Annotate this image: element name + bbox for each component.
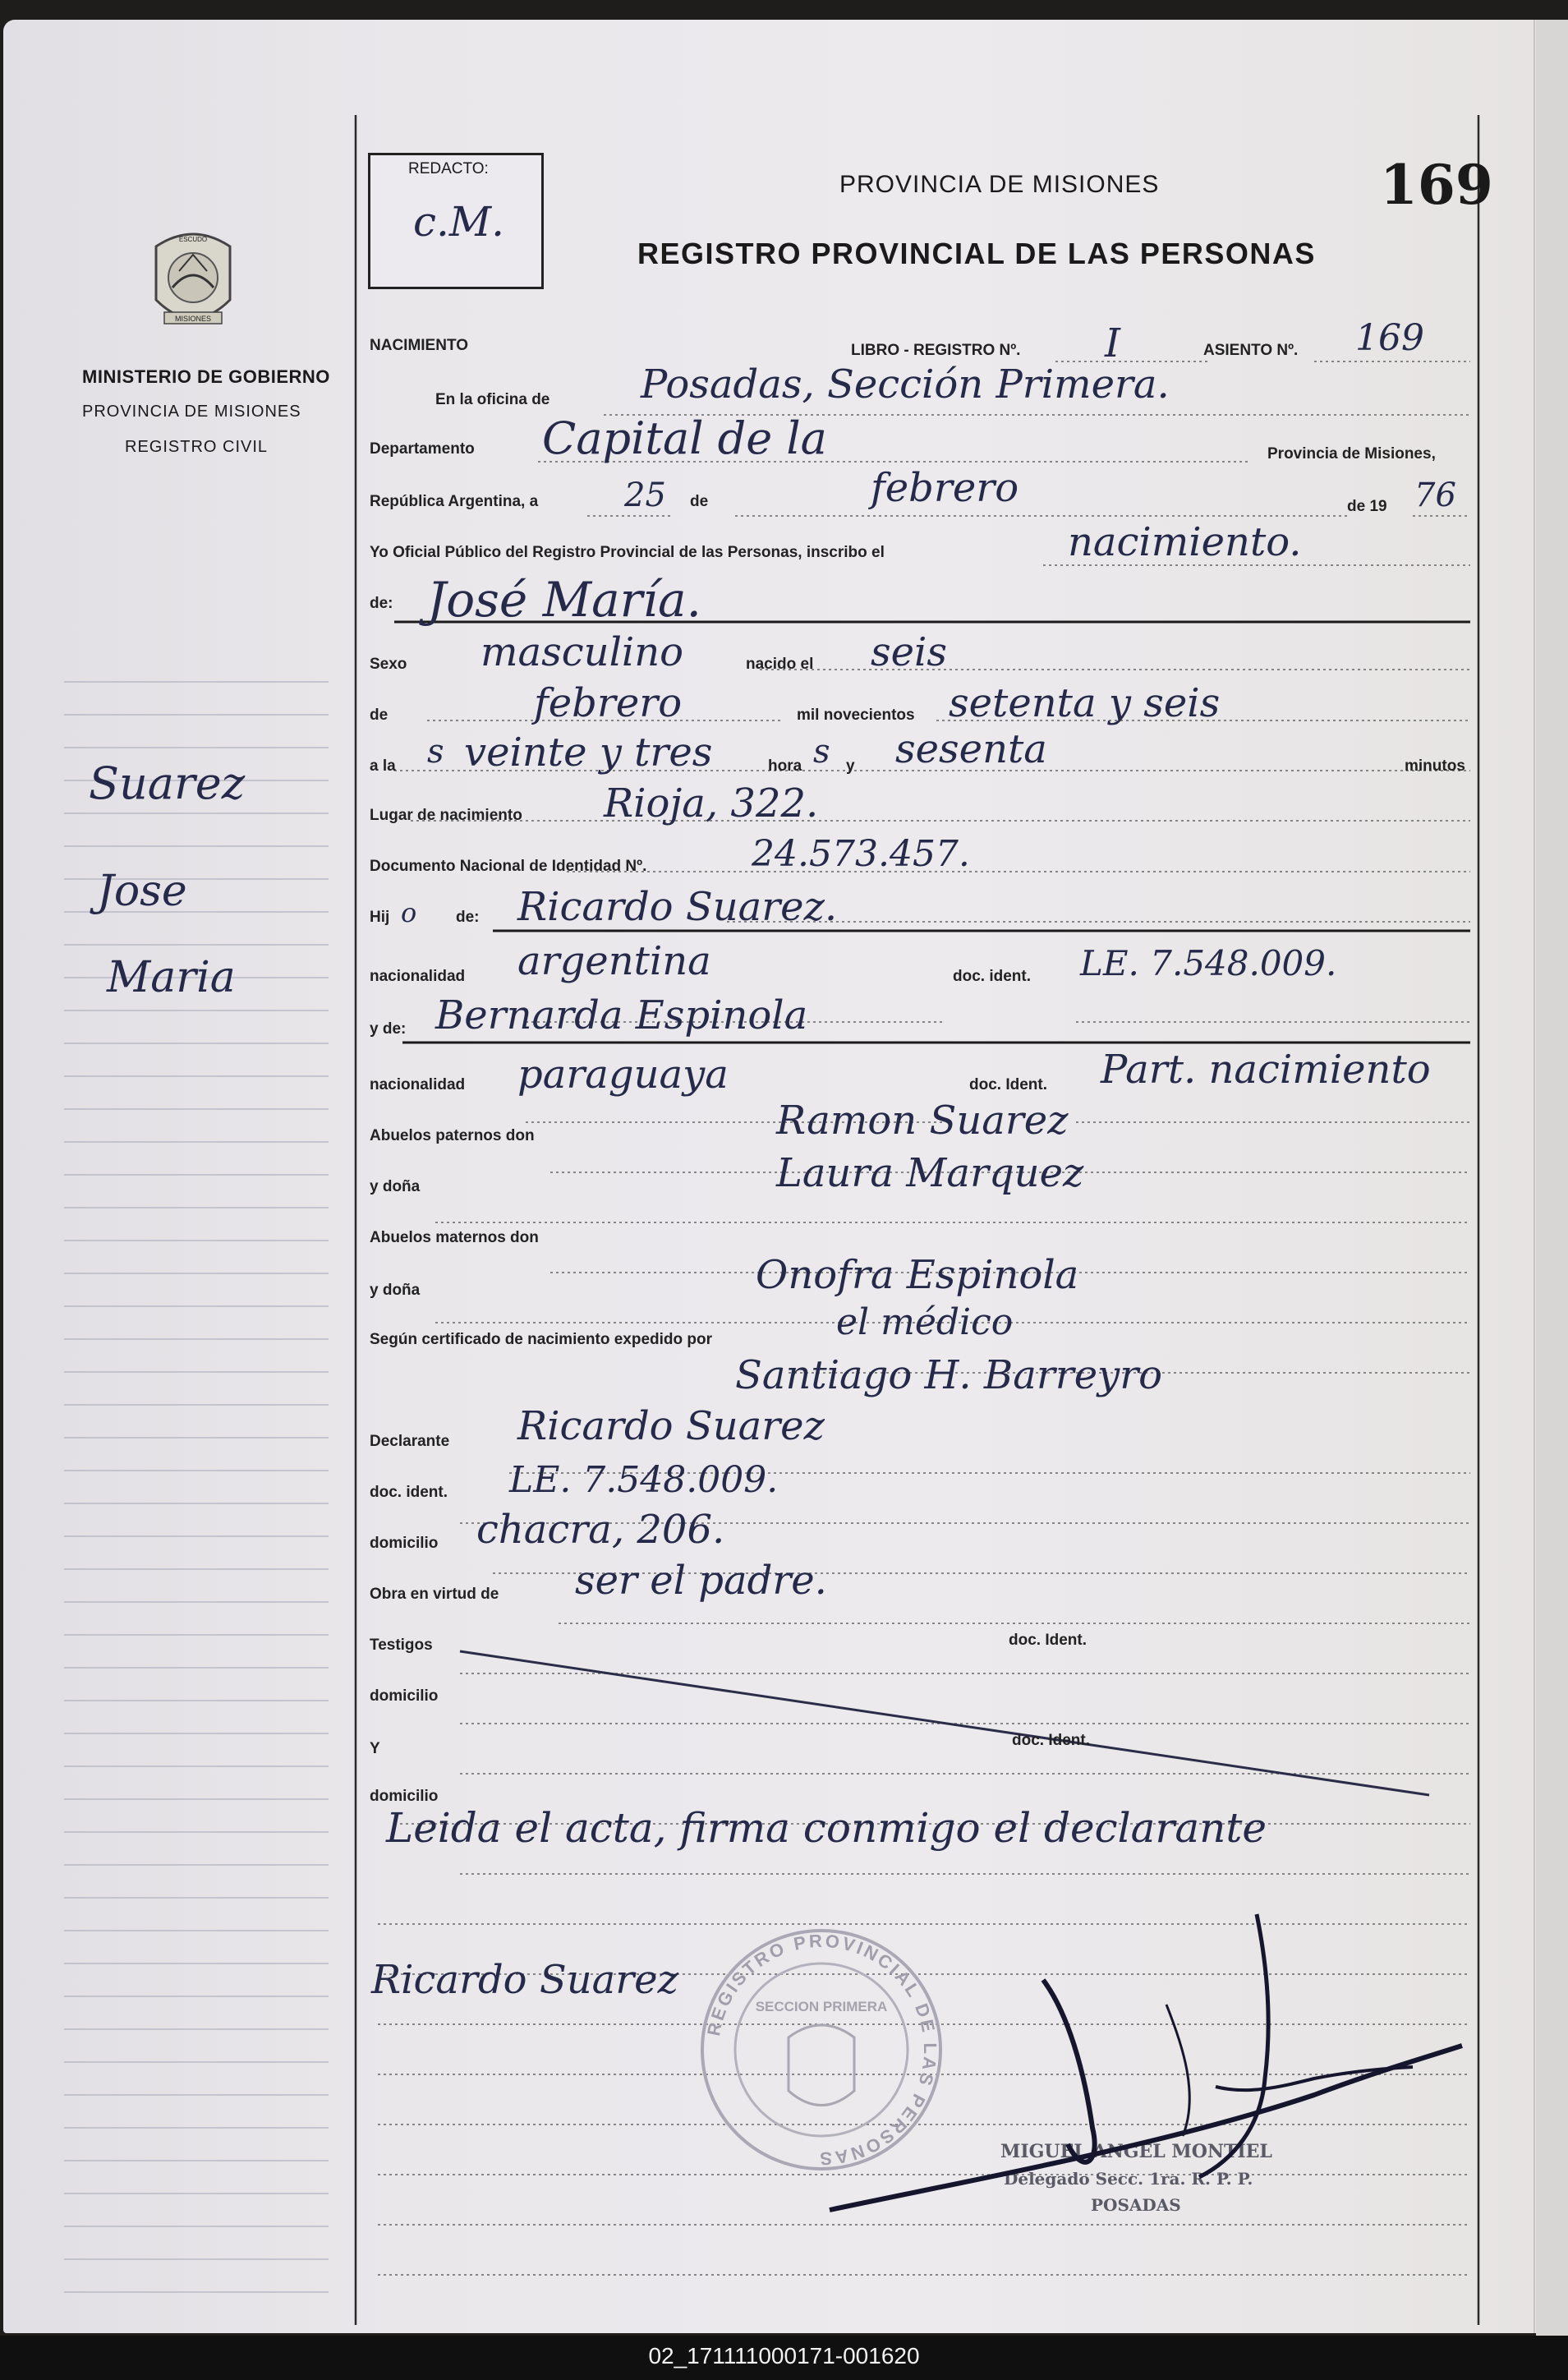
value-nacido-anio: setenta y seis: [949, 680, 1221, 726]
value-declarante-doc: LE. 7.548.009.: [509, 1459, 779, 1501]
value-declarante: Ricardo Suarez: [517, 1403, 825, 1449]
value-medico: Santiago H. Barreyro: [735, 1352, 1163, 1398]
label-provincia-misiones: Provincia de Misiones,: [1267, 445, 1436, 463]
stamp-ring-text: REGISTRO PROVINCIAL DE LAS PERSONAS: [703, 1930, 941, 2170]
value-padre-nacionalidad: argentina: [517, 938, 711, 984]
declarant-signature: Ricardo Suarez: [371, 1957, 678, 2003]
margin-surname: Suarez: [89, 757, 246, 809]
value-domicilio: chacra, 206.: [476, 1507, 725, 1553]
redacto-box: [368, 153, 544, 289]
label-documento: Documento Nacional de Identidad Nº.: [370, 858, 647, 875]
label-oficial: Yo Oficial Público del Registro Provincial de las Personas, inscribo el: [370, 544, 885, 561]
label-libro: LIBRO - REGISTRO Nº.: [851, 342, 1021, 359]
label-certificado: Según certificado de nacimiento expedido por: [370, 1331, 713, 1348]
value-hora-prefijo: s: [427, 733, 444, 771]
value-dia: 25: [624, 476, 666, 514]
value-madre-doc: Part. nacimiento: [1101, 1047, 1431, 1093]
label-minutos: minutos: [1405, 757, 1465, 775]
province-header: PROVINCIA DE MISIONES: [839, 171, 1160, 198]
label-nacido-el: nacido el: [746, 656, 814, 673]
value-abuelo-paterno: Ramon Suarez: [776, 1098, 1069, 1144]
official-signature-icon: [739, 1881, 1495, 2226]
crest-bottom-text: MISIONES: [174, 315, 212, 323]
value-minutos: sesenta: [895, 726, 1047, 772]
label-nacionalidad-padre: nacionalidad: [370, 968, 466, 985]
label-nacionalidad-madre: nacionalidad: [370, 1076, 466, 1093]
coat-of-arms-icon: [140, 222, 246, 345]
label-a-la: a la: [370, 757, 396, 775]
label-asiento: ASIENTO Nº.: [1203, 342, 1299, 359]
label-doc-testigo: doc. Ident.: [1009, 1632, 1087, 1649]
value-lectura: Leida el acta, firma conmigo el declarante: [386, 1804, 1267, 1852]
value-certificado-por: el médico: [836, 1301, 1014, 1343]
label-doc-padre: doc. ident.: [953, 968, 1031, 985]
label-obra: Obra en virtud de: [370, 1586, 499, 1603]
value-padre: Ricardo Suarez.: [517, 884, 838, 930]
value-padre-doc: LE. 7.548.009.: [1080, 943, 1337, 983]
value-asiento: 169: [1355, 317, 1424, 359]
value-nacido-dia: seis: [871, 629, 948, 675]
label-hij: Hij: [370, 909, 390, 926]
label-y-testigo: Y: [370, 1740, 380, 1757]
sidebar-civil-registry: REGISTRO CIVIL: [125, 438, 269, 456]
value-anio: 76: [1414, 476, 1456, 514]
label-de-anio: de 19: [1347, 498, 1387, 515]
value-mes: febrero: [871, 465, 1019, 511]
value-abuela-paterna: Laura Marquez: [776, 1150, 1084, 1196]
margin-second-name: Maria: [107, 953, 236, 1002]
label-republica: República Argentina, a: [370, 493, 539, 510]
official-name: MIGUEL ANGEL MONTIEL: [1000, 2141, 1272, 2162]
value-abuela-materna: Onofra Espinola: [756, 1252, 1079, 1298]
label-y-de: y de:: [370, 1020, 407, 1038]
label-mil-novecientos: mil novecientos: [797, 707, 915, 724]
value-madre: Bernarda Espinola: [435, 992, 808, 1038]
sidebar-province: PROVINCIA DE MISIONES: [82, 403, 301, 421]
official-title: Delegado Secc. 1ra. R. P. P.: [1004, 2169, 1253, 2189]
margin-first-name: Jose: [97, 867, 187, 916]
label-y-dona-materna: y doña: [370, 1282, 421, 1299]
filename-label: 02_171111000171-001620: [648, 2343, 920, 2368]
value-libro: I: [1105, 320, 1120, 366]
label-abuelos-maternos: Abuelos maternos don: [370, 1229, 539, 1246]
label-hora: hora: [768, 757, 802, 775]
label-y-dona-paterna: y doña: [370, 1178, 421, 1195]
value-sexo: masculino: [481, 629, 684, 675]
label-sexo: Sexo: [370, 656, 407, 673]
page-number: 169: [1380, 153, 1493, 217]
value-hora-sufijo: s: [813, 733, 830, 771]
redacto-label: REDACTO:: [408, 160, 489, 177]
label-nacimiento: NACIMIENTO: [370, 337, 468, 354]
label-y-minutos: y: [846, 757, 855, 775]
label-de-nombre: de:: [370, 595, 393, 612]
label-doc-declarante: doc. ident.: [370, 1484, 448, 1501]
label-testigos: Testigos: [370, 1637, 433, 1654]
value-hij-sufijo: o: [401, 897, 417, 928]
label-de-padre: de:: [456, 909, 480, 926]
label-departamento: Departamento: [370, 440, 475, 458]
crest-top-text: ESCUDO: [178, 236, 208, 243]
label-domicilio-testigo-2: domicilio: [370, 1788, 439, 1805]
label-doc-testigo-2: doc. Ident.: [1012, 1732, 1090, 1749]
label-oficina: En la oficina de: [435, 391, 550, 408]
label-domicilio-testigo: domicilio: [370, 1687, 439, 1705]
value-hora: veinte y tres: [464, 730, 713, 776]
value-departamento: Capital de la: [542, 412, 827, 464]
official-city: POSADAS: [1091, 2195, 1181, 2215]
value-oficina: Posadas, Sección Primera.: [641, 361, 1170, 407]
value-nacido-mes: febrero: [534, 680, 683, 726]
label-de-nacido-mes: de: [370, 707, 389, 724]
ministry-label: MINISTERIO DE GOBIERNO: [82, 366, 330, 387]
label-doc-madre: doc. Ident.: [969, 1076, 1047, 1093]
redacto-value: c.M.: [413, 198, 504, 246]
value-madre-nacionalidad: paraguaya: [517, 1052, 729, 1098]
label-declarante: Declarante: [370, 1433, 450, 1450]
label-abuelos-paternos: Abuelos paternos don: [370, 1127, 535, 1144]
registry-title: REGISTRO PROVINCIAL DE LAS PERSONAS: [637, 237, 1316, 270]
label-de-mes: de: [690, 493, 709, 510]
label-domicilio: domicilio: [370, 1535, 439, 1552]
value-nombre: José María.: [427, 572, 701, 628]
value-dni: 24.573.457.: [752, 833, 970, 875]
label-lugar: Lugar de nacimiento: [370, 807, 522, 824]
value-inscribe: nacimiento.: [1068, 519, 1302, 565]
value-obra: ser el padre.: [575, 1558, 827, 1604]
value-lugar: Rioja, 322.: [604, 780, 819, 826]
stamp-inner-text: SECCION PRIMERA: [755, 1999, 888, 2014]
